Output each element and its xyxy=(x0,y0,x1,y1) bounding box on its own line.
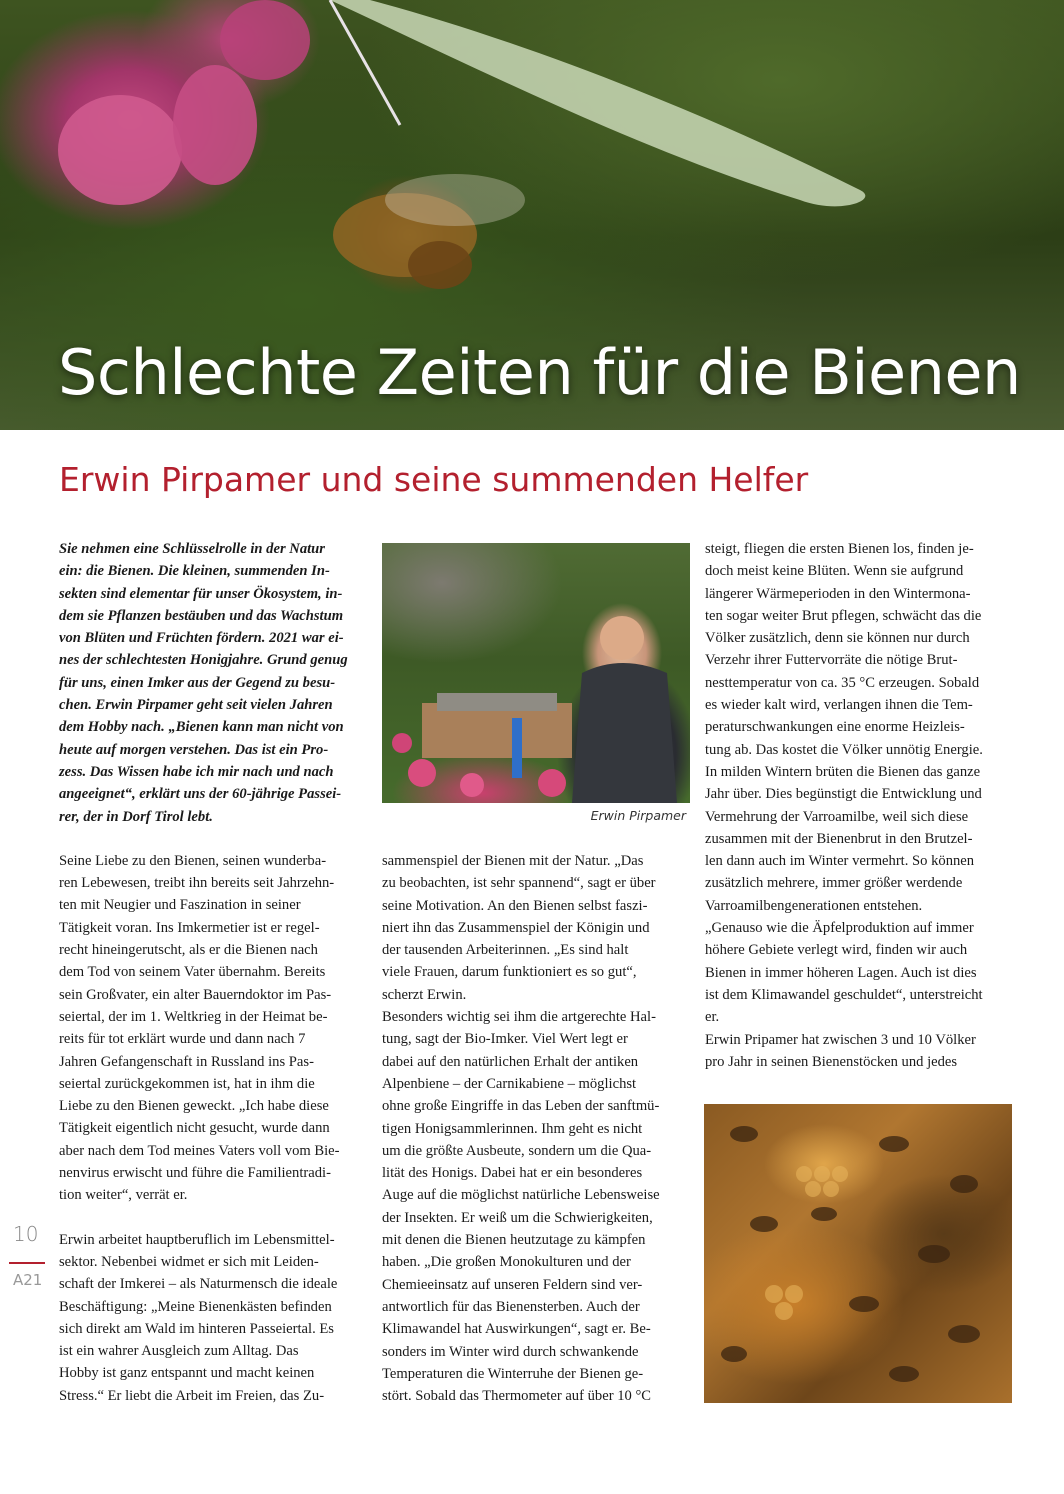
beekeeper-illustration xyxy=(382,543,690,803)
text-line: Tätigkeit eigentlich nicht gesucht, wurde dann xyxy=(59,1120,330,1137)
text-line: der tausenden Arbeiterinnen. „Es sind halt xyxy=(382,942,629,959)
text-line: pro Jahr in seinen Bienenstöcken und jedes xyxy=(705,1053,958,1070)
text-line: von Blüten und Früchten fördern. 2021 war ei- xyxy=(59,630,344,647)
text-line: Hobby ist ganz entspannt und macht keinen xyxy=(59,1365,315,1382)
text-line: ist dem Klimawandel geschuldet“, unterstreicht xyxy=(705,986,983,1003)
text-line: reits für tot erklärt wurde und dann nach 7 xyxy=(59,1031,306,1048)
page-number-rule xyxy=(9,1262,45,1264)
text-line: ten mit Neugier und Faszination in seiner xyxy=(59,897,301,914)
text-line: Alpenbiene – der Carnikabiene – möglichst xyxy=(382,1075,637,1092)
text-line: scherzt Erwin. xyxy=(382,986,467,1003)
text-line: lität des Honigs. Dabei hat er ein besonderes xyxy=(382,1165,643,1182)
text-line: doch meist keine Blüten. Wenn sie aufgrund xyxy=(705,563,964,580)
text-line: zess. Das Wissen habe ich mir nach und nach xyxy=(59,763,334,780)
text-line: es wieder kalt wird, verlangen ihnen die Tem- xyxy=(705,697,973,714)
text-line: tung, sagt der Bio-Imker. Viel Wert legt er xyxy=(382,1031,628,1048)
text-line: angeeignet“, erklärt uns der 60-jährige Passei- xyxy=(59,786,342,803)
text-column-1 xyxy=(59,538,363,1407)
honeycomb-photo xyxy=(704,1104,1012,1403)
text-line: Besonders wichtig sei ihm die artgerechte Hal- xyxy=(382,1009,656,1026)
text-line: recht hineingerutscht, als er die Bienen nach xyxy=(59,942,318,959)
text-line: Beschäftigung: „Meine Bienenkästen befinden xyxy=(59,1298,332,1315)
text-line: mit denen die Bienen heutzutage zu kämpfen xyxy=(382,1232,646,1249)
text-line: ohne große Eingriffe in das Leben der sanftmü- xyxy=(382,1098,660,1115)
text-line: Stress.“ Er liebt die Arbeit im Freien, das Zu- xyxy=(59,1387,325,1404)
text-line: Temperaturen die Winterruhe der Bienen ge- xyxy=(382,1365,644,1382)
text-line: seiertal, der im 1. Weltkrieg in der Heimat be- xyxy=(59,1008,328,1025)
text-line: nes der schlechtesten Honigjahre. Grund genug xyxy=(59,652,348,669)
text-line: stört. Sobald das Thermometer auf über 10 °C xyxy=(382,1388,652,1405)
text-line: seiertal zurückgekommen ist, hat in ihm die xyxy=(59,1075,315,1092)
text-line: len dann auch im Winter vermehrt. So können xyxy=(705,853,975,870)
text-line: zusammen mit der Bienenbrut in den Brutzel- xyxy=(705,830,973,847)
text-line: antwortlich für das Bienensterben. Auch der xyxy=(382,1298,640,1315)
text-line: dem Tod von seinem Vater übernahm. Bereits xyxy=(59,964,326,981)
text-line: ist ein wahrer Ausgleich zum Alltag. Das xyxy=(59,1343,299,1360)
photo-caption: Erwin Pirpamer xyxy=(590,808,686,823)
text-line: Auge auf die möglichst natürliche Lebensweise xyxy=(382,1187,660,1204)
text-line: nenvirus erwischt und führe die Familientradi- xyxy=(59,1165,331,1182)
text-line: seine Motivation. An den Bienen selbst faszi- xyxy=(382,897,648,914)
text-line: zusätzlich mehrere, immer größer werdende xyxy=(705,875,963,892)
text-line: er. xyxy=(705,1009,720,1026)
article-title: Schlechte Zeiten für die Bienen xyxy=(58,336,1021,409)
text-line: sonders im Winter wird durch schwankende xyxy=(382,1343,639,1360)
text-line: rer, der in Dorf Tirol lebt. xyxy=(59,808,213,825)
text-line: Jahren Gefangenschaft in Russland ins Pas- xyxy=(59,1053,314,1070)
text-line: Seine Liebe zu den Bienen, seinen wunderba- xyxy=(59,852,327,869)
text-line: sammenspiel der Bienen mit der Natur. „Das xyxy=(382,853,644,869)
text-line: „Genauso wie die Äpfelproduktion auf immer xyxy=(705,920,974,937)
text-line: sich direkt am Wald im hinteren Passeiertal. Es xyxy=(59,1320,334,1337)
text-line: ren Lebewesen, treibt ihn bereits seit Jahrzehn- xyxy=(59,875,335,892)
text-line: Völker zusätzlich, denn sie können nur durch xyxy=(705,630,970,647)
text-line: dem Hobby nach. „Bienen kann man nicht von xyxy=(59,719,344,736)
text-line: sein Großvater, ein alter Bauerndoktor im Pas- xyxy=(59,986,332,1003)
text-line: peraturschwankungen eine enorme Heizleis- xyxy=(705,719,965,736)
text-line: nesttemperatur von ca. 35 °C erzeugen. Sobald xyxy=(705,674,980,691)
text-line: Vermehrung der Varroamilbe, weil sich diese xyxy=(705,808,969,825)
page-number: 10 xyxy=(13,1222,39,1246)
text-line: Erwin arbeitet hauptberuflich im Lebensmittel- xyxy=(59,1231,335,1248)
text-line: tion weiter“, verrät er. xyxy=(59,1187,188,1204)
text-line: aber nach dem Tod meines Vaters voll vom Bie- xyxy=(59,1142,340,1159)
text-line: Verzehr ihrer Futtervorräte die nötige Brut- xyxy=(705,652,958,669)
text-line: schaft der Imkerei – als Naturmensch die ideale xyxy=(59,1276,338,1293)
text-line: Erwin Pripamer hat zwischen 3 und 10 Völker xyxy=(705,1031,976,1048)
honeycomb-illustration xyxy=(704,1104,1012,1403)
text-line: Chemieeinsatz auf unseren Feldern sind ver- xyxy=(382,1276,643,1293)
text-line: steigt, fliegen die ersten Bienen los, finden je- xyxy=(705,541,974,557)
text-line: dabei auf den natürlichen Erhalt der antiken xyxy=(382,1053,639,1070)
text-line: zu beobachten, ist sehr spannend“, sagt er über xyxy=(382,875,656,892)
text-line: tung ab. Das kostet die Völker unnötig Energie. xyxy=(705,741,983,758)
hero-image xyxy=(0,0,1064,430)
text-line: Bienen in immer höheren Lagen. Auch ist dies xyxy=(705,964,977,981)
text-line: Liebe zu den Bienen geweckt. „Ich habe diese xyxy=(59,1098,329,1115)
text-line: tigen Honigsammlerinnen. Ihm geht es nicht xyxy=(382,1120,643,1137)
text-line: viele Frauen, darum funktioniert es so gut“, xyxy=(382,964,637,981)
text-line: für uns, einen Imker aus der Gegend zu besu- xyxy=(59,674,336,691)
text-line: chen. Erwin Pirpamer geht seit vielen Jahren xyxy=(59,697,333,714)
intro-paragraph xyxy=(59,538,363,828)
text-line: höhere Gebiete verlegt wird, finden wir auch xyxy=(705,942,968,959)
text-line: Jahr über. Dies begünstigt die Entwicklung und xyxy=(705,786,982,803)
text-line: sekten sind elementar für unser Ökosystem, in- xyxy=(59,585,343,602)
text-column-2 xyxy=(382,850,688,1407)
beekeeper-photo xyxy=(382,543,690,803)
text-line: längerer Wärmeperioden in den Wintermona- xyxy=(705,585,971,602)
text-line: niert ihn das Zusammenspiel der Königin und xyxy=(382,919,650,936)
text-line: sektor. Nebenbei widmet er sich mit Leiden- xyxy=(59,1253,319,1270)
text-line: um die größte Ausbeute, sondern um die Qua- xyxy=(382,1142,652,1159)
text-line: haben. „Die großen Monokulturen und der xyxy=(382,1254,631,1271)
text-line: Klimawandel hat Auswirkungen“, sagt er. Be- xyxy=(382,1321,651,1338)
text-line: der Insekten. Er weiß um die Schwierigkeiten, xyxy=(382,1209,653,1226)
article-subtitle: Erwin Pirpamer und seine summenden Helfer xyxy=(59,460,809,499)
text-line: Tätigkeit voran. Ins Imkermetier ist er regel- xyxy=(59,919,320,936)
text-line: dem sie Pflanzen bestäuben und das Wachstum xyxy=(59,607,344,624)
text-line: ten sogar weiter Brut pflegen, schwächt das die xyxy=(705,607,982,624)
text-line: Sie nehmen eine Schlüsselrolle in der Natur xyxy=(59,541,325,557)
text-line: Varroamilbengenerationen entstehen. xyxy=(705,897,923,914)
text-line: In milden Wintern brüten die Bienen das ganze xyxy=(705,763,981,780)
text-line: heute auf morgen verstehen. Das ist ein Pro- xyxy=(59,741,329,758)
text-column-3 xyxy=(705,538,1009,1073)
page-code: A21 xyxy=(13,1271,43,1289)
text-line: ein: die Bienen. Die kleinen, summenden In- xyxy=(59,563,330,580)
